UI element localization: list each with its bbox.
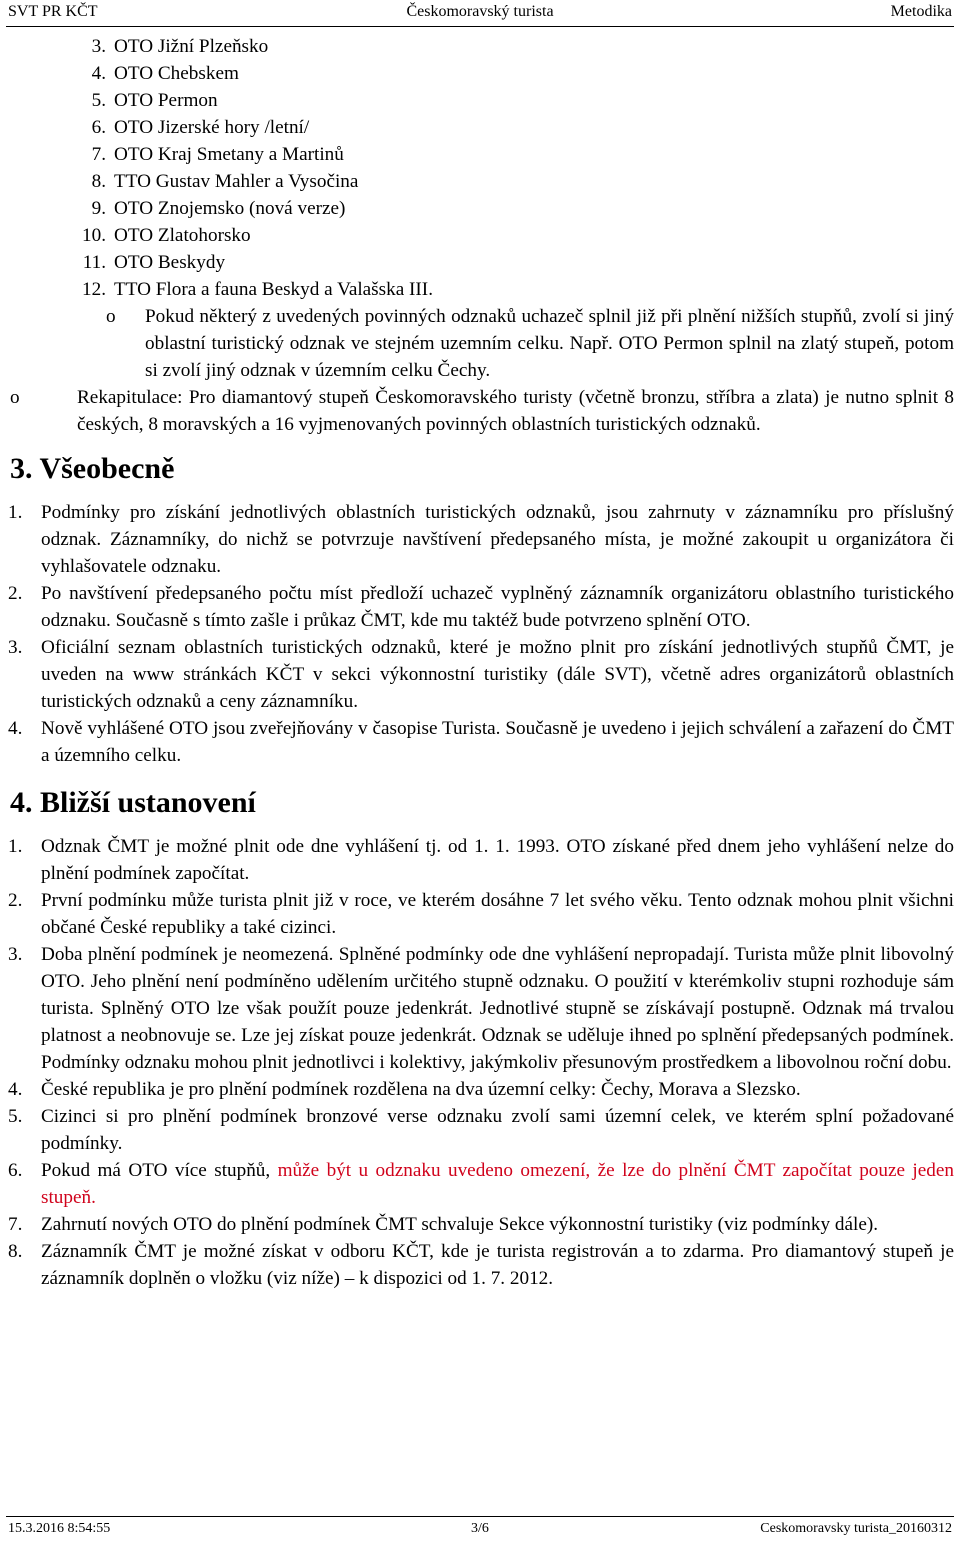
page-footer	[6, 1516, 954, 1539]
list-item	[8, 580, 954, 634]
list-number: 11.	[82, 252, 106, 273]
list-item	[8, 833, 954, 887]
list-text: OTO Znojemsko (nová verze)	[114, 198, 346, 219]
page-header	[6, 0, 954, 27]
list-number: 2.	[8, 890, 23, 911]
document-body	[8, 33, 954, 1292]
list-text: OTO Jizerské hory /letní/	[114, 117, 310, 138]
list-number: 10.	[82, 225, 106, 246]
bullet-marker: o	[10, 387, 20, 408]
bullet-text: Rekapitulace: Pro diamantový stupeň Českomoravského turisty (včetně bronzu, stříbra a zlata) je nutno splnit 8 českých, 8 moravských a 16 vyjmenovaných povinných oblastních turistických odznaků.	[77, 387, 954, 435]
list-text: Zahrnutí nových OTO do plnění podmínek ČMT schvaluje Sekce výkonnostní turistiky (viz podmínky dále).	[41, 1214, 879, 1235]
list-number: 8.	[91, 171, 106, 192]
list-item	[91, 33, 954, 60]
bullet-text: Pokud některý z uvedených povinných odznaků uchazeč splnil již při plnění nižších stupňů, zvolí si jiný oblastní turistický odznak ve stejném uzemním celku. Např. OTO Permon splnil na zlatý stupeň, potom si zvolí jiný odznak v územním celku Čechy.	[145, 306, 954, 381]
list-item	[8, 941, 954, 1076]
list-number: 12.	[82, 279, 106, 300]
list-item	[91, 60, 954, 87]
list-text: Podmínky pro získání jednotlivých oblastních turistických odznaků, jsou zahrnuty v záznamníku pro příslušný odznak. Záznamníky, do nichž se potvrzuje navštívení předepsaného místa, je možné zakoupit u organizátora či vyhlašovatele odznaku.	[41, 502, 954, 577]
list-item	[91, 114, 954, 141]
list-text: TTO Gustav Mahler a Vysočina	[114, 171, 359, 192]
list-number: 7.	[91, 144, 106, 165]
section-heading-3: 3. Všeobecně	[10, 452, 175, 485]
list-number: 3.	[8, 637, 23, 658]
list-item	[91, 87, 954, 114]
list-item	[8, 499, 954, 580]
header-right: Metodika	[890, 3, 952, 20]
list-item	[82, 249, 954, 276]
list-number: 3.	[8, 944, 23, 965]
list-number: 9.	[91, 198, 106, 219]
list-item	[8, 1157, 954, 1211]
header-left: SVT PR KČT	[8, 3, 98, 20]
sub-bullet-note	[8, 303, 954, 384]
list-number: 4.	[91, 63, 106, 84]
list-number: 1.	[8, 502, 23, 523]
list-item	[8, 634, 954, 715]
list-number: 1.	[8, 836, 23, 857]
section-4-list	[8, 833, 954, 1292]
list-text: OTO Permon	[114, 90, 218, 111]
list-text: Po navštívení předepsaného počtu míst předloží uchazeč vyplněný záznamník organizátoru oblastního turistického odznaku. Současně s tímto zašle i průkaz ČMT, kde mu taktéž bude potvrzeno splnění OTO.	[41, 583, 954, 631]
list-item	[82, 222, 954, 249]
list-number: 7.	[8, 1214, 23, 1235]
section-heading-4: 4. Bližší ustanovení	[10, 786, 256, 819]
recap-bullet	[8, 384, 954, 438]
list-text: OTO Jižní Plzeňsko	[114, 36, 269, 57]
list-text: První podmínku může turista plnit již v roce, ve kterém dosáhne 7 let svého věku. Tento odznak mohou plnit všichni občané České republiky a také cizinci.	[41, 890, 954, 938]
list-number: 4.	[8, 718, 23, 739]
footer-timestamp: 15.3.2016 8:54:55	[8, 1521, 111, 1536]
list-text: OTO Kraj Smetany a Martinů	[114, 144, 344, 165]
list-text: Nově vyhlášené OTO jsou zveřejňovány v časopise Turista. Současně je uvedeno i jejich schválení a zařazení do ČMT a územního celku.	[41, 718, 954, 766]
section-3-list	[8, 499, 954, 769]
list-item	[91, 195, 954, 222]
list-item	[8, 1211, 954, 1238]
list-item	[8, 715, 954, 769]
list-text: OTO Beskydy	[114, 252, 226, 273]
list-item	[8, 1076, 954, 1103]
list-number: 3.	[91, 36, 106, 57]
list-text: TTO Flora a fauna Beskyd a Valašska III.	[114, 279, 433, 300]
footer-filename: Ceskomoravsky turista_20160312	[760, 1521, 952, 1536]
list-item	[91, 141, 954, 168]
list-number: 8.	[8, 1241, 23, 1262]
list-text: České republika je pro plnění podmínek rozdělena na dva územní celky: Čechy, Morava a Slezsko.	[41, 1079, 801, 1100]
list-item	[8, 1103, 954, 1157]
list-item	[8, 1238, 954, 1292]
list-number: 6.	[91, 117, 106, 138]
oto-list	[8, 33, 954, 303]
list-item	[8, 887, 954, 941]
list-text: Oficiální seznam oblastních turistických odznaků, které je možno plnit pro získání jednotlivých stupňů ČMT, je uveden na www stránkách KČT v sekci výkonnostní turistiky (dále SVT), včetně adres organizátorů oblastních turistických odznaků a ceny záznamníku.	[41, 637, 954, 712]
list-number: 5.	[91, 90, 106, 111]
bullet-marker: o	[106, 306, 116, 327]
list-number: 6.	[8, 1160, 23, 1181]
list-text: OTO Chebskem	[114, 63, 239, 84]
header-title: Českomoravský turista	[406, 3, 554, 20]
list-item	[82, 276, 954, 303]
list-text: Odznak ČMT je možné plnit ode dne vyhlášení tj. od 1. 1. 1993. OTO získané před dnem jeho vyhlášení nelze do plnění podmínek započítat.	[41, 836, 954, 884]
list-text: Záznamník ČMT je možné získat v odboru KČT, kde je turista registrován a to zdarma. Pro diamantový stupeň je záznamník doplněn o vložku (viz níže) – k dispozici od 1. 7. 2012.	[41, 1241, 954, 1289]
list-number: 5.	[8, 1106, 23, 1127]
list-text: Pokud má OTO více stupňů,	[41, 1160, 278, 1181]
highlighted-text: může být u odznaku uvedeno omezení, že lze do plnění ČMT započítat pouze jeden stupeň.	[41, 1160, 954, 1208]
list-text: Doba plnění podmínek je neomezená. Splněné podmínky ode dne vyhlášení nepropadají. Turista může plnit libovolný OTO. Jeho plnění není podmíněno udělením určitého stupně odznaku. O použití v kterémkoliv stupni rozhoduje sám turista. Splněný OTO lze však použít pouze jedenkrát. Jednotlivé stupně se získávají postupně. Odznak má trvalou platnost a neobnovuje se. Lze jej získat pouze jedenkrát. Odznak se uděluje ihned po splnění předepsaných podmínek. Podmínky odznaku mohou plnit jednotlivci i kolektivy, jakýmkoliv přesunovým prostředkem a libovolnou roční dobu.	[41, 944, 954, 1073]
list-text: OTO Zlatohorsko	[114, 225, 251, 246]
list-text: Cizinci si pro plnění podmínek bronzové verse odznaku zvolí sami územní celek, ve kterém splní požadované podmínky.	[41, 1106, 954, 1154]
list-number: 2.	[8, 583, 23, 604]
list-number: 4.	[8, 1079, 23, 1100]
list-item	[91, 168, 954, 195]
footer-page-number: 3/6	[471, 1521, 489, 1536]
